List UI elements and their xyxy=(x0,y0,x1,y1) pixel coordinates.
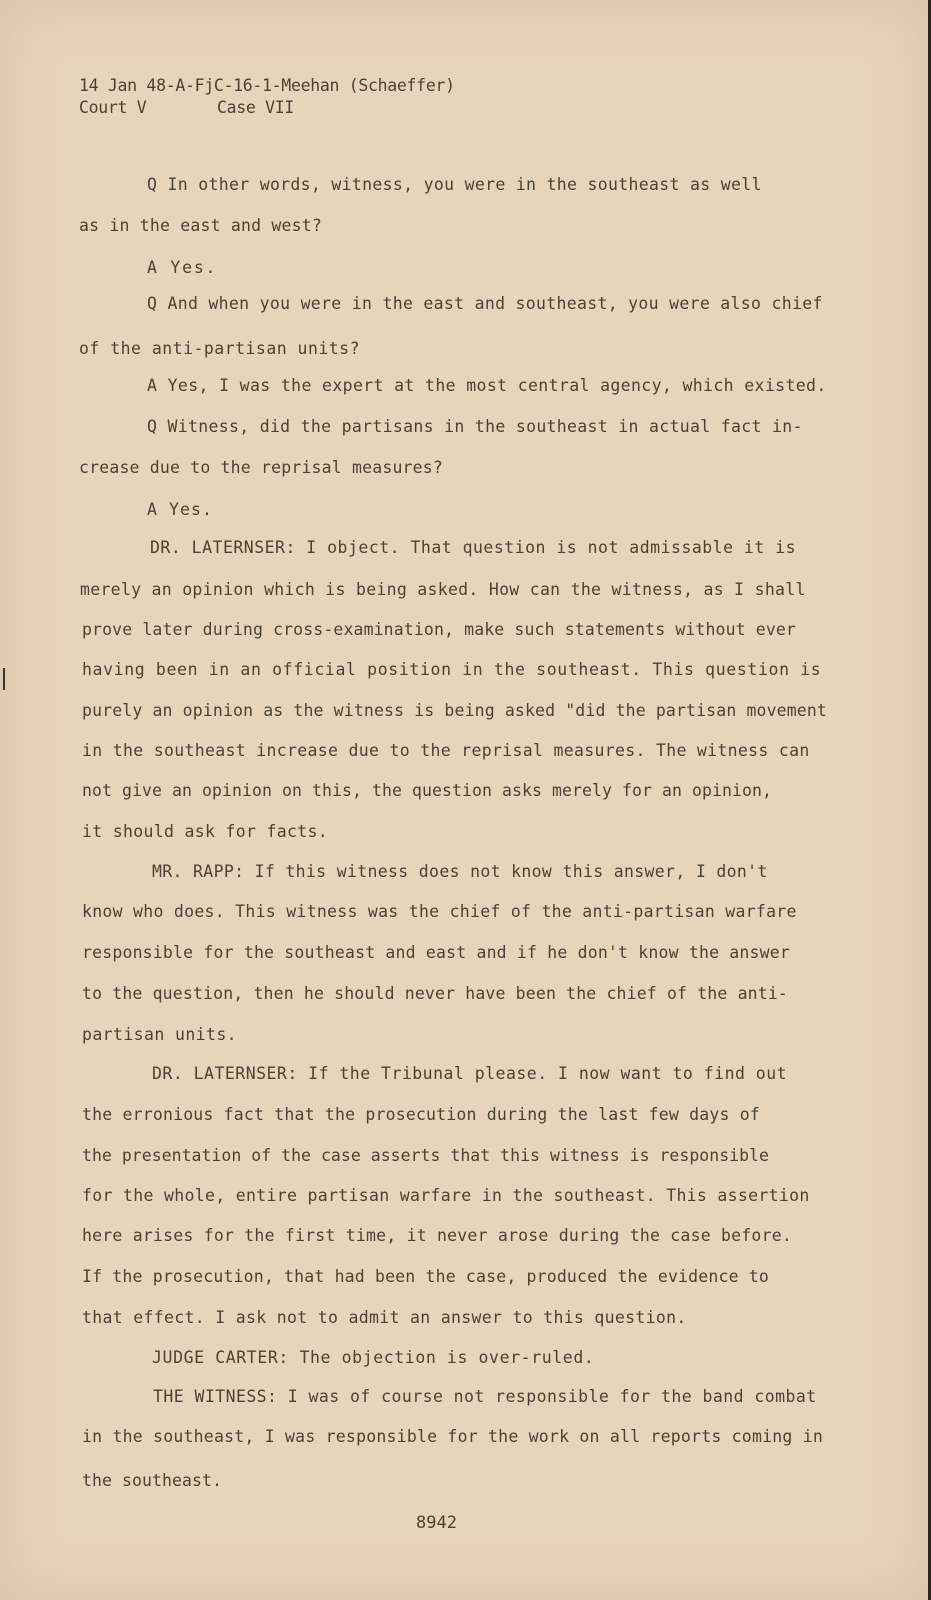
transcript-line: partisan units. xyxy=(82,1025,237,1044)
page-number: 8942 xyxy=(416,1513,457,1533)
transcript-line: merely an opinion which is being asked. How can the witness, as I shall xyxy=(80,580,806,599)
transcript-line: the presentation of the case asserts that this witness is responsible xyxy=(82,1146,769,1165)
transcript-line: DR. LATERNSER: I object. That question is not admissable it is xyxy=(150,538,797,557)
transcript-line: A Yes. xyxy=(147,258,218,277)
transcript-line: for the whole, entire partisan warfare in the southeast. This assertion xyxy=(82,1186,810,1205)
transcript-line: that effect. I ask not to admit an answer to this question. xyxy=(82,1308,687,1327)
transcript-line: Q And when you were in the east and southeast, you were also chief xyxy=(147,294,823,313)
header-reference: 14 Jan 48-A-FjC-16-1-Meehan (Schaeffer) xyxy=(79,76,455,95)
transcript-line: responsible for the southeast and east and if he don't know the answer xyxy=(82,943,790,962)
header-court-case xyxy=(79,97,455,119)
transcript-line: it should ask for facts. xyxy=(82,822,328,841)
transcript-line: prove later during cross-examination, make such statements without ever xyxy=(82,620,796,639)
transcript-line: A Yes. xyxy=(147,500,213,519)
margin-mark xyxy=(3,668,5,690)
transcript-line: of the anti-partisan units? xyxy=(79,339,360,358)
transcript-line: DR. LATERNSER: If the Tribunal please. I now want to find out xyxy=(152,1064,788,1083)
document-header xyxy=(79,75,455,119)
transcript-line: as in the east and west? xyxy=(79,216,322,235)
transcript-line: purely an opinion as the witness is being asked "did the partisan movement xyxy=(82,701,827,720)
transcript-line: Q Witness, did the partisans in the southeast in actual fact in- xyxy=(147,417,803,436)
transcript-line: JUDGE CARTER: The objection is over-ruled. xyxy=(152,1348,595,1367)
transcript-line: not give an opinion on this, the question asks merely for an opinion, xyxy=(82,781,772,800)
transcript-line: in the southeast, I was responsible for the work on all reports coming in xyxy=(82,1427,823,1446)
transcript-line: A Yes, I was the expert at the most central agency, which existed. xyxy=(147,376,827,395)
transcript-line: having been in an official position in the southeast. This question is xyxy=(82,660,822,679)
transcript-line: THE WITNESS: I was of course not responsible for the band combat xyxy=(153,1387,817,1406)
transcript-line: the erronious fact that the prosecution during the last few days of xyxy=(82,1105,760,1124)
transcript-line: Q In other words, witness, you were in the southeast as well xyxy=(147,175,762,194)
transcript-line: in the southeast increase due to the reprisal measures. The witness can xyxy=(82,741,810,760)
transcript-line: If the prosecution, that had been the case, produced the evidence to xyxy=(82,1267,769,1286)
transcript-line: MR. RAPP: If this witness does not know this answer, I don't xyxy=(152,862,768,881)
transcript-line: the southeast. xyxy=(82,1471,222,1490)
transcript-line: know who does. This witness was the chief of the anti-partisan warfare xyxy=(82,902,797,921)
court-label: Court V xyxy=(79,98,147,117)
case-label: Case VII xyxy=(217,98,295,117)
transcript-line: crease due to the reprisal measures? xyxy=(79,458,443,477)
transcript-line: here arises for the first time, it never arose during the case before. xyxy=(82,1226,792,1245)
transcript-line: to the question, then he should never have been the chief of the anti- xyxy=(82,984,788,1003)
